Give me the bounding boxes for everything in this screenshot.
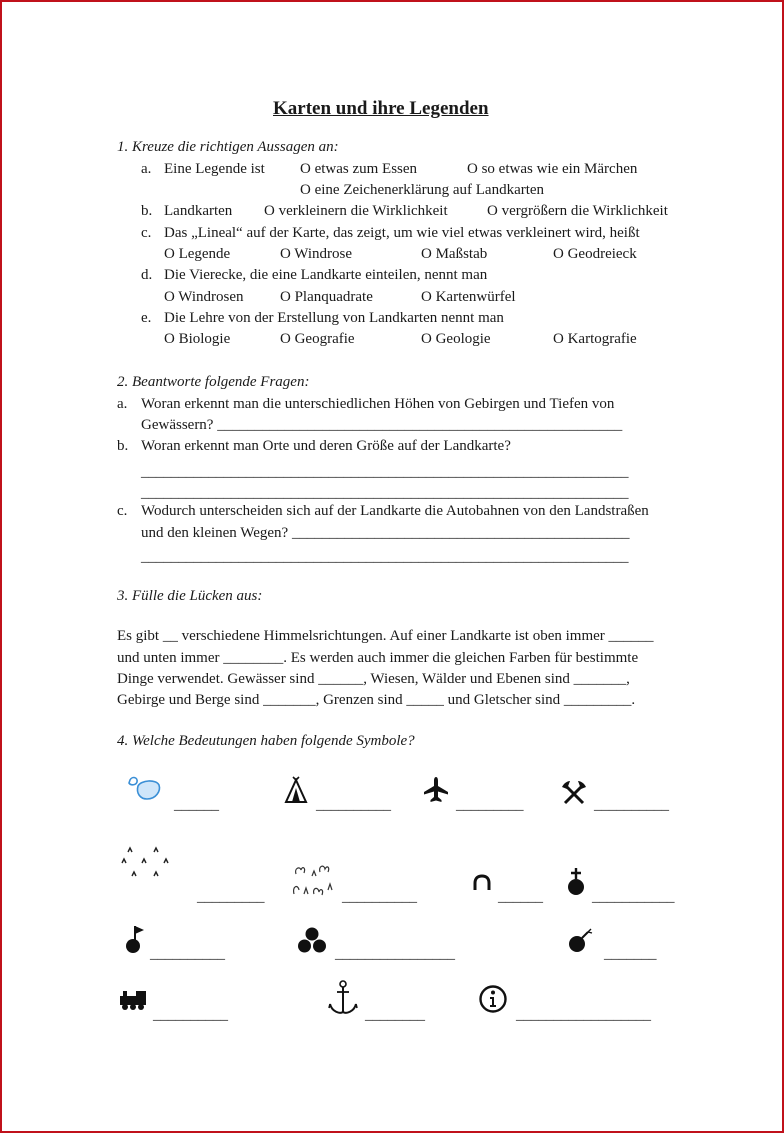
- q1e-option-2[interactable]: O Geografie: [280, 331, 355, 347]
- flag-answer-blank[interactable]: __________: [150, 946, 225, 962]
- q1c-option-4[interactable]: O Geodreieck: [553, 246, 637, 262]
- q1b-marker: b.: [141, 203, 153, 219]
- mine-icon: [561, 779, 587, 805]
- q1c-text: Das „Lineal“ auf der Karte, das zeigt, um wie viel etwas verkleinert wird, heißt: [164, 225, 640, 241]
- bomb-icon: [567, 928, 593, 954]
- q3-heading: 3. Fülle die Lücken aus:: [117, 588, 263, 604]
- q1b-option-2[interactable]: O vergrößern die Wirklichkeit: [487, 203, 668, 219]
- train-answer-blank[interactable]: __________: [153, 1007, 228, 1023]
- q1b-option-1[interactable]: O verkleinern die Wirklichkeit: [264, 203, 448, 219]
- q1d-option-1[interactable]: O Windrosen: [164, 289, 244, 305]
- q1a-marker: a.: [141, 161, 152, 177]
- airplane-icon: [423, 776, 449, 804]
- lake-icon: [126, 774, 162, 804]
- rocks-icon: [120, 846, 174, 882]
- q2-heading: 2. Beantworte folgende Fragen:: [117, 374, 310, 390]
- rocks-answer-blank[interactable]: _________: [197, 889, 265, 905]
- q1d-option-2[interactable]: O Planquadrate: [280, 289, 373, 305]
- trees-answer-blank[interactable]: ________________: [335, 946, 455, 962]
- q4-heading: 4. Welche Bedeutungen haben folgende Symbole?: [117, 733, 415, 749]
- q2a-answer-line[interactable]: Gewässern? ______________________________________________________: [141, 417, 623, 433]
- q1e-option-1[interactable]: O Biologie: [164, 331, 231, 347]
- q1a-text: Eine Legende ist: [164, 161, 265, 177]
- q2b-question: Woran erkennt man Orte und deren Größe auf der Landkarte?: [141, 438, 511, 454]
- train-icon: [118, 989, 148, 1011]
- q2b-marker: b.: [117, 438, 129, 454]
- worksheet-title: Karten und ihre Legenden: [273, 98, 489, 119]
- q1a-option-2[interactable]: O so etwas wie ein Märchen: [467, 161, 638, 177]
- q2b-answer-line-2[interactable]: _________________________________________________________________: [141, 485, 629, 501]
- q1e-option-4[interactable]: O Kartografie: [553, 331, 637, 347]
- q1d-text: Die Vierecke, die eine Landkarte einteilen, nennt man: [164, 267, 488, 283]
- glacier-icon: [292, 864, 338, 900]
- q1d-option-3[interactable]: O Kartenwürfel: [421, 289, 516, 305]
- cave-icon: [472, 874, 492, 892]
- q2b-answer-line-1[interactable]: _________________________________________________________________: [141, 464, 629, 480]
- q2c-question: Wodurch unterscheiden sich auf der Landkarte die Autobahnen von den Landstraßen: [141, 503, 649, 519]
- airport-answer-blank[interactable]: _________: [456, 797, 524, 813]
- q2c-answer-line[interactable]: _________________________________________________________________: [141, 549, 629, 565]
- tent-answer-blank[interactable]: __________: [316, 797, 391, 813]
- trees-icon: [297, 926, 327, 954]
- q1d-marker: d.: [141, 267, 153, 283]
- info-answer-blank[interactable]: __________________: [516, 1007, 651, 1023]
- q3-text-line-2[interactable]: und unten immer ________. Es werden auch immer die gleichen Farben für bestimmte: [117, 650, 639, 666]
- church-icon: [565, 867, 587, 897]
- q1c-option-1[interactable]: O Legende: [164, 246, 231, 262]
- q2c-marker: c.: [117, 503, 128, 519]
- q1c-marker: c.: [141, 225, 152, 241]
- bomb-answer-blank[interactable]: _______: [604, 946, 657, 962]
- glacier-answer-blank[interactable]: __________: [342, 889, 417, 905]
- q1a-option-1[interactable]: O etwas zum Essen: [300, 161, 418, 177]
- mine-answer-blank[interactable]: __________: [594, 797, 669, 813]
- q1e-option-3[interactable]: O Geologie: [421, 331, 491, 347]
- anchor-answer-blank[interactable]: ________: [365, 1007, 425, 1023]
- info-icon: [478, 984, 508, 1014]
- anchor-icon: [328, 980, 358, 1016]
- q1-heading: 1. Kreuze die richtigen Aussagen an:: [117, 139, 339, 155]
- q3-text-line-1[interactable]: Es gibt __ verschiedene Himmelsrichtungen. Auf einer Landkarte ist oben immer ______: [117, 628, 654, 644]
- cave-answer-blank[interactable]: ______: [498, 889, 543, 905]
- q1c-option-2[interactable]: O Windrose: [280, 246, 353, 262]
- q1b-text: Landkarten: [164, 203, 233, 219]
- flag-icon: [124, 924, 148, 954]
- lake-answer-blank[interactable]: ______: [174, 797, 219, 813]
- q1e-marker: e.: [141, 310, 152, 326]
- q1e-text: Die Lehre von der Erstellung von Landkarten nennt man: [164, 310, 504, 326]
- q2a-marker: a.: [117, 396, 128, 412]
- q3-text-line-4[interactable]: Gebirge und Berge sind _______, Grenzen sind _____ und Gletscher sind _________.: [117, 692, 636, 708]
- q2a-question: Woran erkennt man die unterschiedlichen Höhen von Gebirgen und Tiefen von: [141, 396, 615, 412]
- q1a-option-3[interactable]: O eine Zeichenerklärung auf Landkarten: [300, 182, 545, 198]
- q3-text-line-3[interactable]: Dinge verwendet. Gewässer sind ______, Wiesen, Wälder und Ebenen sind _______,: [117, 671, 630, 687]
- q1c-option-3[interactable]: O Maßstab: [421, 246, 488, 262]
- q2c-question-cont[interactable]: und den kleinen Wegen? _____________________________________________: [141, 525, 630, 541]
- church-answer-blank[interactable]: ___________: [592, 889, 675, 905]
- tent-icon: [284, 776, 308, 804]
